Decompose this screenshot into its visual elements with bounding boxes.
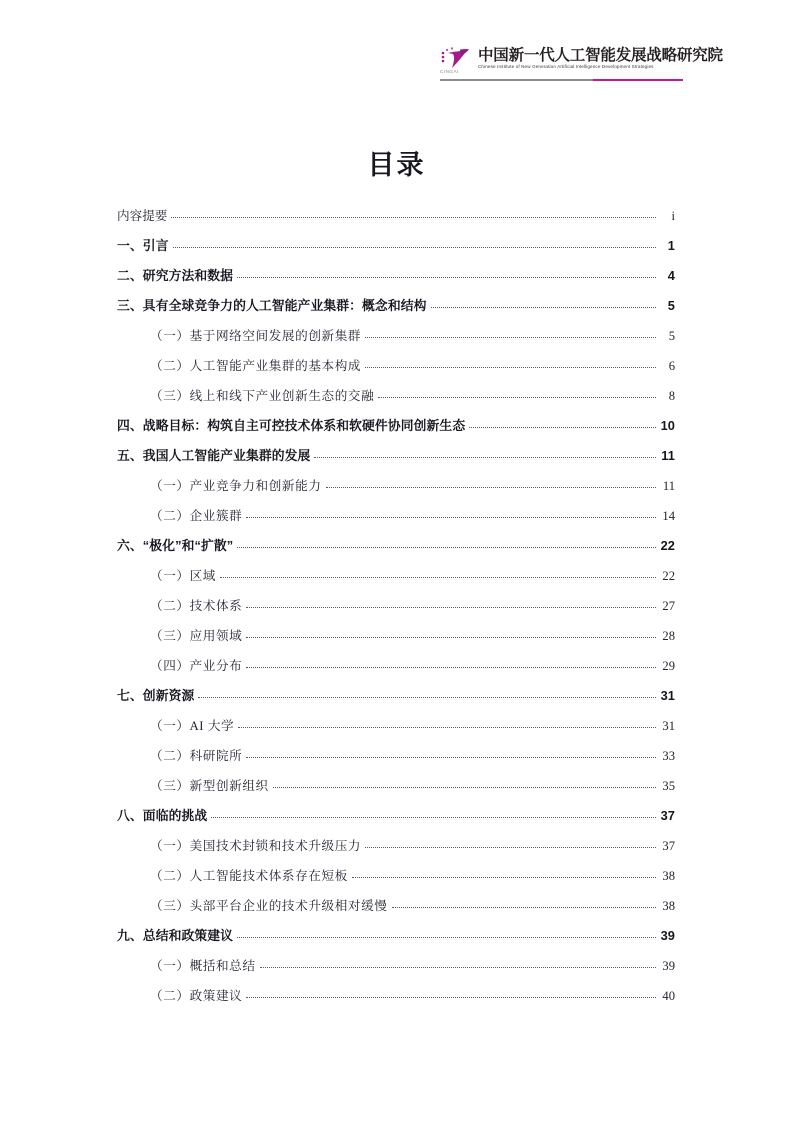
toc-leader-dots: [365, 358, 656, 370]
toc-entry[interactable]: [117, 868, 675, 884]
toc-leader-dots: [365, 328, 656, 340]
toc-entry[interactable]: [117, 658, 675, 674]
toc-entry-page-number: 27: [662, 599, 675, 613]
toc-leader-dots: [211, 808, 656, 820]
toc-entry-label: （二）政策建议: [150, 989, 243, 1003]
toc-leader-dots: [246, 598, 656, 610]
toc-leader-dots: [365, 838, 656, 850]
toc-entry[interactable]: [117, 748, 675, 764]
toc-entry-page-number: 33: [662, 749, 675, 763]
page-title: 目录: [367, 150, 426, 180]
toc-leader-dots: [392, 898, 657, 910]
toc-entry-label: 三、具有全球竞争力的人工智能产业集群：概念和结构: [117, 298, 427, 313]
toc-leader-dots: [246, 658, 656, 670]
document-header: [440, 44, 723, 84]
toc-entry-label: （三）应用领域: [150, 629, 243, 643]
toc-leader-dots: [237, 928, 656, 940]
toc-entry-label: （一）概括和总结: [150, 959, 256, 973]
toc-entry-page-number: 8: [668, 389, 675, 403]
toc-entry[interactable]: [117, 238, 675, 254]
toc-leader-dots: [378, 388, 656, 400]
toc-entry-page-number: 40: [662, 989, 675, 1003]
organization-name-cn: 中国新一代人工智能发展战略研究院: [478, 47, 723, 64]
toc-leader-dots: [246, 508, 656, 520]
toc-entry-label: 四、战略目标：构筑自主可控技术体系和软硬件协同创新生态: [117, 418, 466, 433]
toc-leader-dots: [220, 568, 656, 580]
toc-entry-page-number: 39: [662, 959, 675, 973]
toc-entry[interactable]: [117, 298, 675, 314]
toc-entry-page-number: 11: [662, 479, 675, 493]
toc-entry-page-number: 38: [662, 899, 675, 913]
toc-entry-label: （二）人工智能技术体系存在短板: [150, 869, 348, 883]
toc-entry-page-number: 37: [662, 839, 675, 853]
toc-entry[interactable]: [117, 508, 675, 524]
toc-entry-page-number: 4: [667, 268, 675, 283]
toc-entry[interactable]: [117, 688, 675, 704]
toc-entry[interactable]: [117, 358, 675, 374]
toc-entry-page-number: 5: [667, 298, 675, 313]
toc-entry-page-number: 22: [662, 569, 675, 583]
toc-entry-page-number: 38: [662, 869, 675, 883]
toc-entry-page-number: 14: [662, 509, 675, 523]
toc-entry-label: 二、研究方法和数据: [117, 268, 234, 283]
toc-leader-dots: [171, 208, 656, 220]
toc-leader-dots: [260, 958, 656, 970]
toc-entry[interactable]: [117, 598, 675, 614]
toc-entry[interactable]: [117, 328, 675, 344]
toc-leader-dots: [237, 268, 656, 280]
toc-entry-label: （三）新型创新组织: [150, 779, 269, 793]
toc-leader-dots: [469, 418, 656, 430]
toc-entry-page-number: i: [671, 209, 675, 223]
toc-entry-label: （一）AI 大学: [150, 719, 235, 733]
toc-entry-page-number: 6: [668, 359, 675, 373]
toc-leader-dots: [246, 748, 656, 760]
toc-entry-label: （二）技术体系: [150, 599, 243, 613]
toc-entry[interactable]: [117, 778, 675, 794]
toc-leader-dots: [198, 688, 656, 700]
toc-leader-dots: [352, 868, 656, 880]
toc-entry[interactable]: [117, 958, 675, 974]
toc-entry-label: （一）基于网络空间发展的创新集群: [150, 329, 362, 343]
toc-entry-label: 八、面临的挑战: [117, 808, 208, 823]
toc-leader-dots: [173, 238, 656, 250]
toc-entry[interactable]: [117, 988, 675, 1004]
toc-entry-page-number: 11: [661, 448, 675, 463]
toc-entry-label: 六、“极化”和“扩散”: [117, 538, 234, 553]
toc-entry-page-number: 31: [660, 688, 675, 703]
toc-leader-dots: [431, 298, 656, 310]
toc-entry-page-number: 28: [662, 629, 675, 643]
toc-entry-label: 九、总结和政策建议: [117, 928, 234, 943]
toc-entry-page-number: 5: [668, 329, 675, 343]
institute-emblem-icon: [440, 46, 474, 70]
toc-entry-page-number: 37: [660, 808, 675, 823]
toc-entry-label: 内容提要: [117, 209, 168, 223]
toc-entry[interactable]: [117, 928, 675, 944]
toc-entry-page-number: 22: [660, 538, 675, 553]
toc-entry[interactable]: [117, 418, 675, 434]
toc-entry-page-number: 31: [662, 719, 675, 733]
header-divider-rule: [440, 79, 683, 81]
toc-leader-dots: [246, 988, 656, 1000]
toc-entry-label: 七、创新资源: [117, 688, 195, 703]
toc-entry-label: （一）美国技术封锁和技术升级压力: [150, 839, 362, 853]
toc-entry-label: （二）企业簇群: [150, 509, 243, 523]
toc-entry-label: （四）产业分布: [150, 659, 243, 673]
toc-entry-label: （一）区域: [150, 569, 216, 583]
toc-entry[interactable]: [117, 808, 675, 824]
toc-entry[interactable]: [117, 718, 675, 734]
toc-entry-page-number: 35: [662, 779, 675, 793]
toc-entry[interactable]: [117, 568, 675, 584]
toc-entry-label: （一）产业竞争力和创新能力: [150, 479, 322, 493]
toc-entry-page-number: 10: [660, 418, 675, 433]
toc-leader-dots: [273, 778, 656, 790]
toc-leader-dots: [246, 628, 656, 640]
organization-name-en: Chinese Institute of New Generation Artificial Intelligence Development Strategies: [478, 64, 654, 69]
toc-leader-dots: [238, 718, 656, 730]
toc-leader-dots: [314, 448, 656, 460]
toc-leader-dots: [237, 538, 656, 550]
toc-leader-dots: [326, 478, 656, 490]
toc-entry[interactable]: [117, 448, 675, 464]
toc-entry[interactable]: [117, 268, 675, 284]
toc-entry[interactable]: [117, 628, 675, 644]
organization-name-block: [478, 47, 723, 70]
header-rule-gray-segment: [440, 79, 593, 81]
toc-entry[interactable]: [117, 538, 675, 554]
toc-entry-page-number: 39: [660, 928, 675, 943]
toc-entry-page-number: 1: [667, 238, 675, 253]
toc-entry-label: （三）头部平台企业的技术升级相对缓慢: [150, 899, 388, 913]
table-of-contents: [117, 208, 675, 1018]
toc-entry[interactable]: [117, 208, 675, 224]
toc-entry-label: 一、引言: [117, 238, 169, 253]
toc-entry[interactable]: [117, 838, 675, 854]
toc-entry-label: （二）科研院所: [150, 749, 243, 763]
toc-entry[interactable]: [117, 478, 675, 494]
toc-entry-label: （三）线上和线下产业创新生态的交融: [150, 389, 375, 403]
organization-logo: [440, 44, 723, 70]
toc-entry[interactable]: [117, 898, 675, 914]
toc-entry-label: （二）人工智能产业集群的基本构成: [150, 359, 362, 373]
toc-entry[interactable]: [117, 388, 675, 404]
toc-entry-label: 五、我国人工智能产业集群的发展: [117, 448, 311, 463]
organization-abbreviation: CINGAI: [440, 69, 459, 74]
toc-entry-page-number: 29: [662, 659, 675, 673]
header-rule-accent-segment: [593, 79, 683, 81]
